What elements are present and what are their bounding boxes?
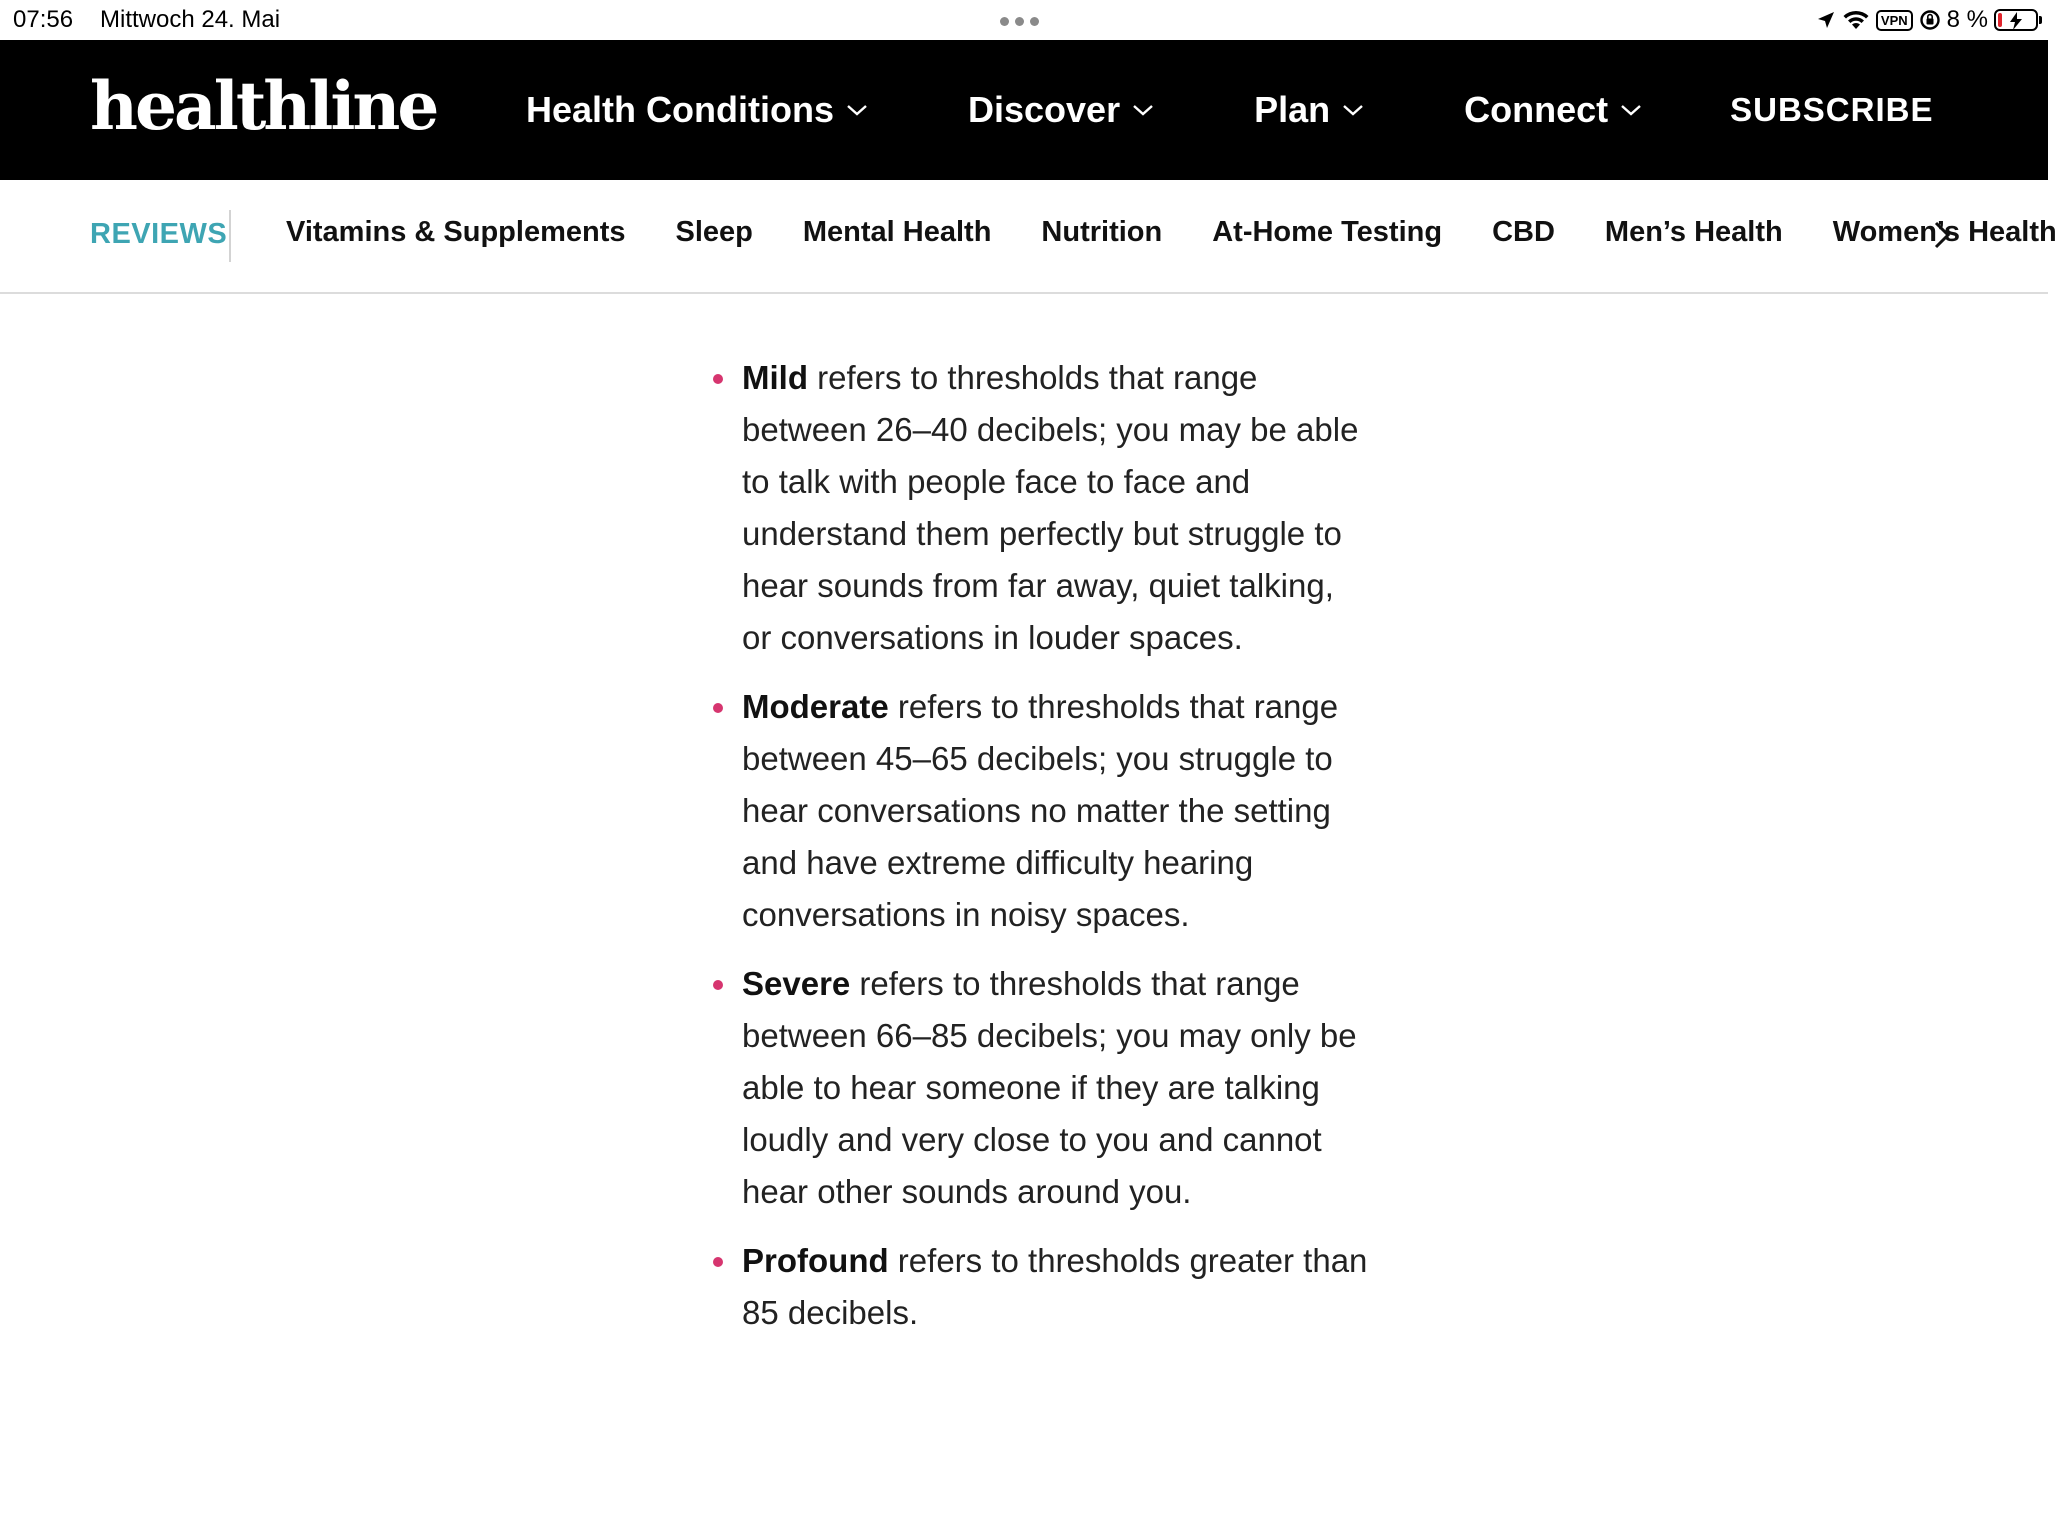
list-item [712, 681, 1372, 941]
list-item [712, 352, 1372, 664]
subnav-link-sleep[interactable]: Sleep [675, 216, 753, 248]
article-body [712, 352, 1372, 1356]
nav-discover[interactable] [968, 89, 1154, 131]
hearing-loss-levels-list [712, 352, 1372, 1339]
term-label: Severe [742, 965, 851, 1002]
chevron-down-icon [1342, 103, 1364, 117]
chevron-down-icon [1620, 103, 1642, 117]
nav-plan[interactable] [1254, 89, 1364, 131]
vpn-icon: VPN [1876, 10, 1913, 31]
term-label: Moderate [742, 688, 889, 725]
nav-connect[interactable] [1464, 89, 1642, 131]
term-description: refers to thresholds that range between 45–65 decibels; you struggle to hear conversations no matter the setting and have extreme difficulty hearing conversations in noisy spaces. [742, 688, 1339, 933]
chevron-down-icon [1132, 103, 1154, 117]
bullet-icon [713, 703, 723, 713]
subnav-link-at-home-testing[interactable]: At-Home Testing [1212, 216, 1443, 248]
status-date: Mittwoch 24. Mai [100, 6, 281, 33]
subnav-link-mens-health[interactable]: Men’s Health [1604, 216, 1783, 248]
nav-health-conditions[interactable] [526, 89, 868, 131]
reviews-subnav [0, 180, 2057, 294]
status-indicators [1816, 4, 2038, 36]
wifi-icon [1842, 9, 1870, 31]
subnav-link-nutrition[interactable]: Nutrition [1041, 216, 1163, 248]
term-description: refers to thresholds that range between 26–40 decibels; you may be able to talk with people face to face and understand them perfectly but struggle to hear sounds from far away, quiet talking, or conversations in louder spaces. [742, 359, 1359, 656]
orientation-lock-icon [1919, 9, 1941, 31]
nav-label: Health Conditions [526, 89, 834, 130]
subscribe-link[interactable]: SUBSCRIBE [1730, 91, 1934, 128]
subnav-link-cbd[interactable]: CBD [1492, 216, 1555, 248]
subnav-link-mental-health[interactable]: Mental Health [802, 216, 992, 248]
status-bar [0, 0, 2048, 40]
bullet-icon [713, 374, 723, 384]
subnav-link-vitamins-supplements[interactable]: Vitamins & Supplements [286, 216, 626, 248]
bullet-icon [713, 980, 723, 990]
battery-charging-icon [1994, 9, 2038, 31]
nav-label: Discover [968, 89, 1121, 130]
battery-percent: 8 % [1946, 6, 1988, 33]
term-description: refers to thresholds greater than 85 decibels. [742, 1242, 1368, 1331]
list-item [712, 1235, 1372, 1339]
chevron-right-icon[interactable] [1928, 220, 1954, 250]
term-label: Mild [742, 359, 808, 396]
nav-label: Connect [1464, 89, 1609, 130]
reviews-link[interactable]: REVIEWS [90, 218, 228, 250]
term-label: Profound [742, 1242, 889, 1279]
multitasking-dots-icon[interactable] [1000, 17, 1039, 26]
location-arrow-icon [1816, 10, 1836, 30]
main-nav [526, 40, 2033, 180]
site-header [0, 40, 2048, 180]
subnav-links [286, 216, 2057, 249]
nav-label: Plan [1254, 89, 1331, 130]
term-description: refers to thresholds that range between 66–85 decibels; you may only be able to hear someone if they are talking loudly and very close to you and cannot hear other sounds around you. [742, 965, 1357, 1210]
bullet-icon [713, 1257, 723, 1267]
status-time: 07:56 [13, 6, 74, 33]
chevron-down-icon [846, 103, 868, 117]
list-item [712, 958, 1372, 1218]
healthline-logo[interactable]: healthline [90, 67, 437, 145]
subnav-link-womens-health[interactable]: Women’s Health [1832, 216, 2057, 248]
subnav-divider [229, 210, 231, 262]
